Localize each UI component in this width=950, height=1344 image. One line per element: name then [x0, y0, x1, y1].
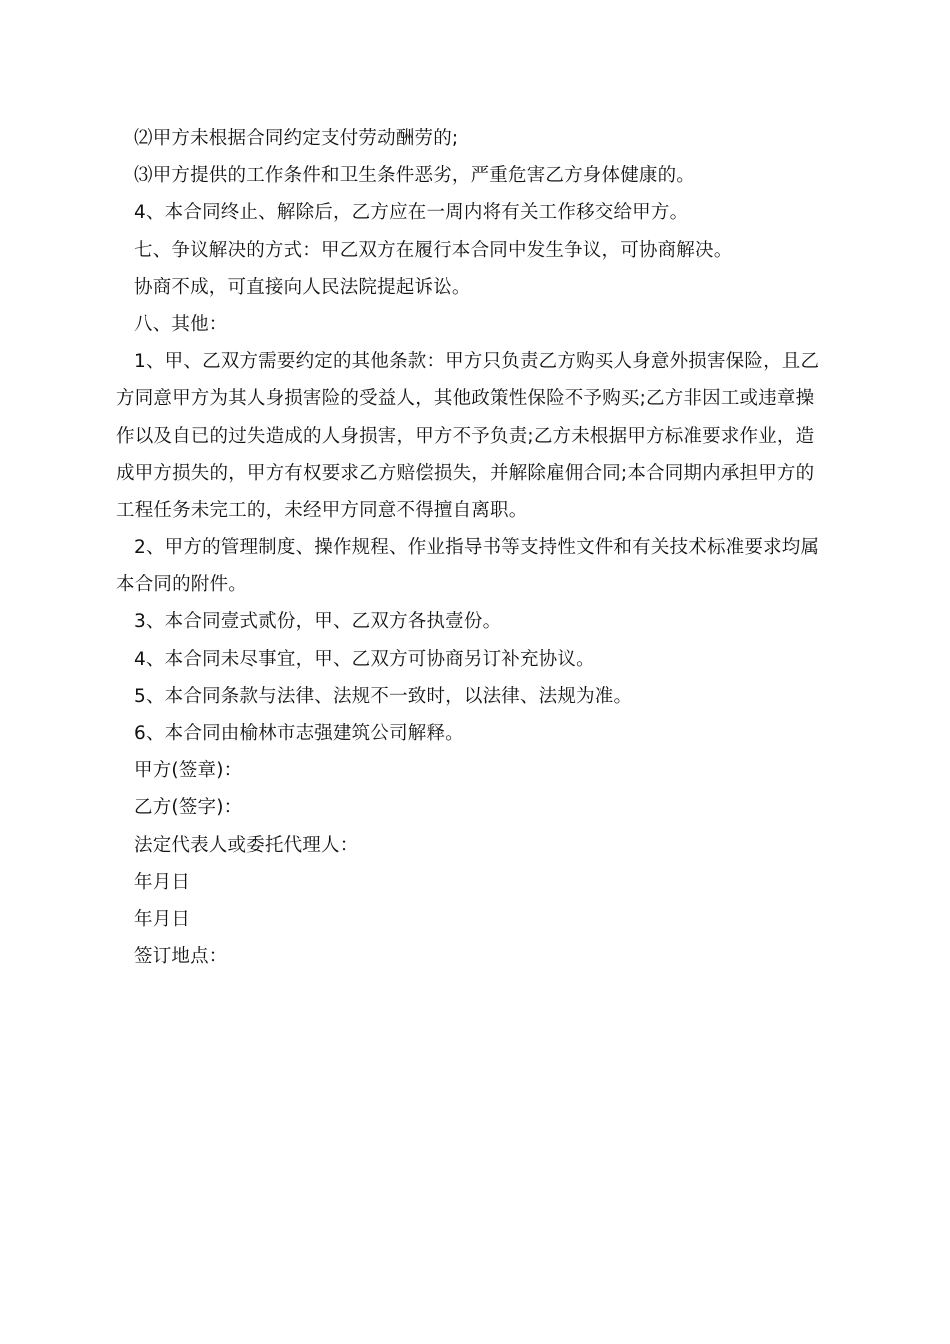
section-heading-dispute: 七、争议解决的方式：甲乙双方在履行本合同中发生争议，可协商解决。	[134, 239, 733, 261]
clause-line: 6、本合同由榆林市志强建筑公司解释。	[134, 723, 464, 744]
paragraph-line: 工程任务未完工的，未经甲方同意不得擅自离职。	[116, 499, 528, 521]
clause-line: 3、本合同壹式贰份，甲、乙双方各执壹份。	[134, 611, 502, 633]
clause-line: 4、本合同未尽事宜，甲、乙双方可协商另订补充协议。	[134, 648, 595, 670]
clause-line: ⑵甲方未根据合同约定支付劳动酬劳的;	[134, 128, 459, 149]
paragraph-line: 成甲方损失的，甲方有权要求乙方赔偿损失，并解除雇佣合同;本合同期内承担甲方的	[116, 462, 815, 484]
clause-line: 协商不成，可直接向人民法院提起诉讼。	[134, 276, 471, 298]
paragraph-line: 方同意甲方为其人身损害险的受益人，其他政策性保险不予购买;乙方非因工或违章操	[116, 388, 815, 410]
paragraph-line: 2、甲方的管理制度、操作规程、作业指导书等支持性文件和有关技术标准要求均属	[134, 537, 820, 559]
date-label: 年月日	[134, 908, 191, 930]
clause-1-paragraph	[116, 343, 840, 529]
paragraph-line: 1、甲、乙双方需要约定的其他条款：甲方只负责乙方购买人身意外损害保险，且乙	[134, 351, 820, 373]
legal-representative-label: 法定代表人或委托代理人：	[134, 834, 359, 856]
paragraph-line: 本合同的附件。	[116, 574, 247, 596]
clause-line: ⑶甲方提供的工作条件和卫生条件恶劣，严重危害乙方身体健康的。	[134, 165, 696, 187]
paragraph-line: 作以及自已的过失造成的人身损害，甲方不予负责;乙方未根据甲方标准要求作业，造	[116, 425, 815, 447]
date-label: 年月日	[134, 871, 191, 893]
clause-2-paragraph	[116, 529, 840, 603]
signing-place-label: 签订地点：	[134, 946, 228, 968]
signature-party-b: 乙方(签字)：	[134, 797, 243, 819]
document-body	[116, 120, 840, 975]
signature-party-a: 甲方(签章)：	[134, 760, 243, 782]
clause-line: 5、本合同条款与法律、法规不一致时，以法律、法规为准。	[134, 685, 633, 707]
section-heading-other: 八、其他：	[134, 313, 228, 335]
clause-line: 4、本合同终止、解除后，乙方应在一周内将有关工作移交给甲方。	[134, 202, 689, 224]
